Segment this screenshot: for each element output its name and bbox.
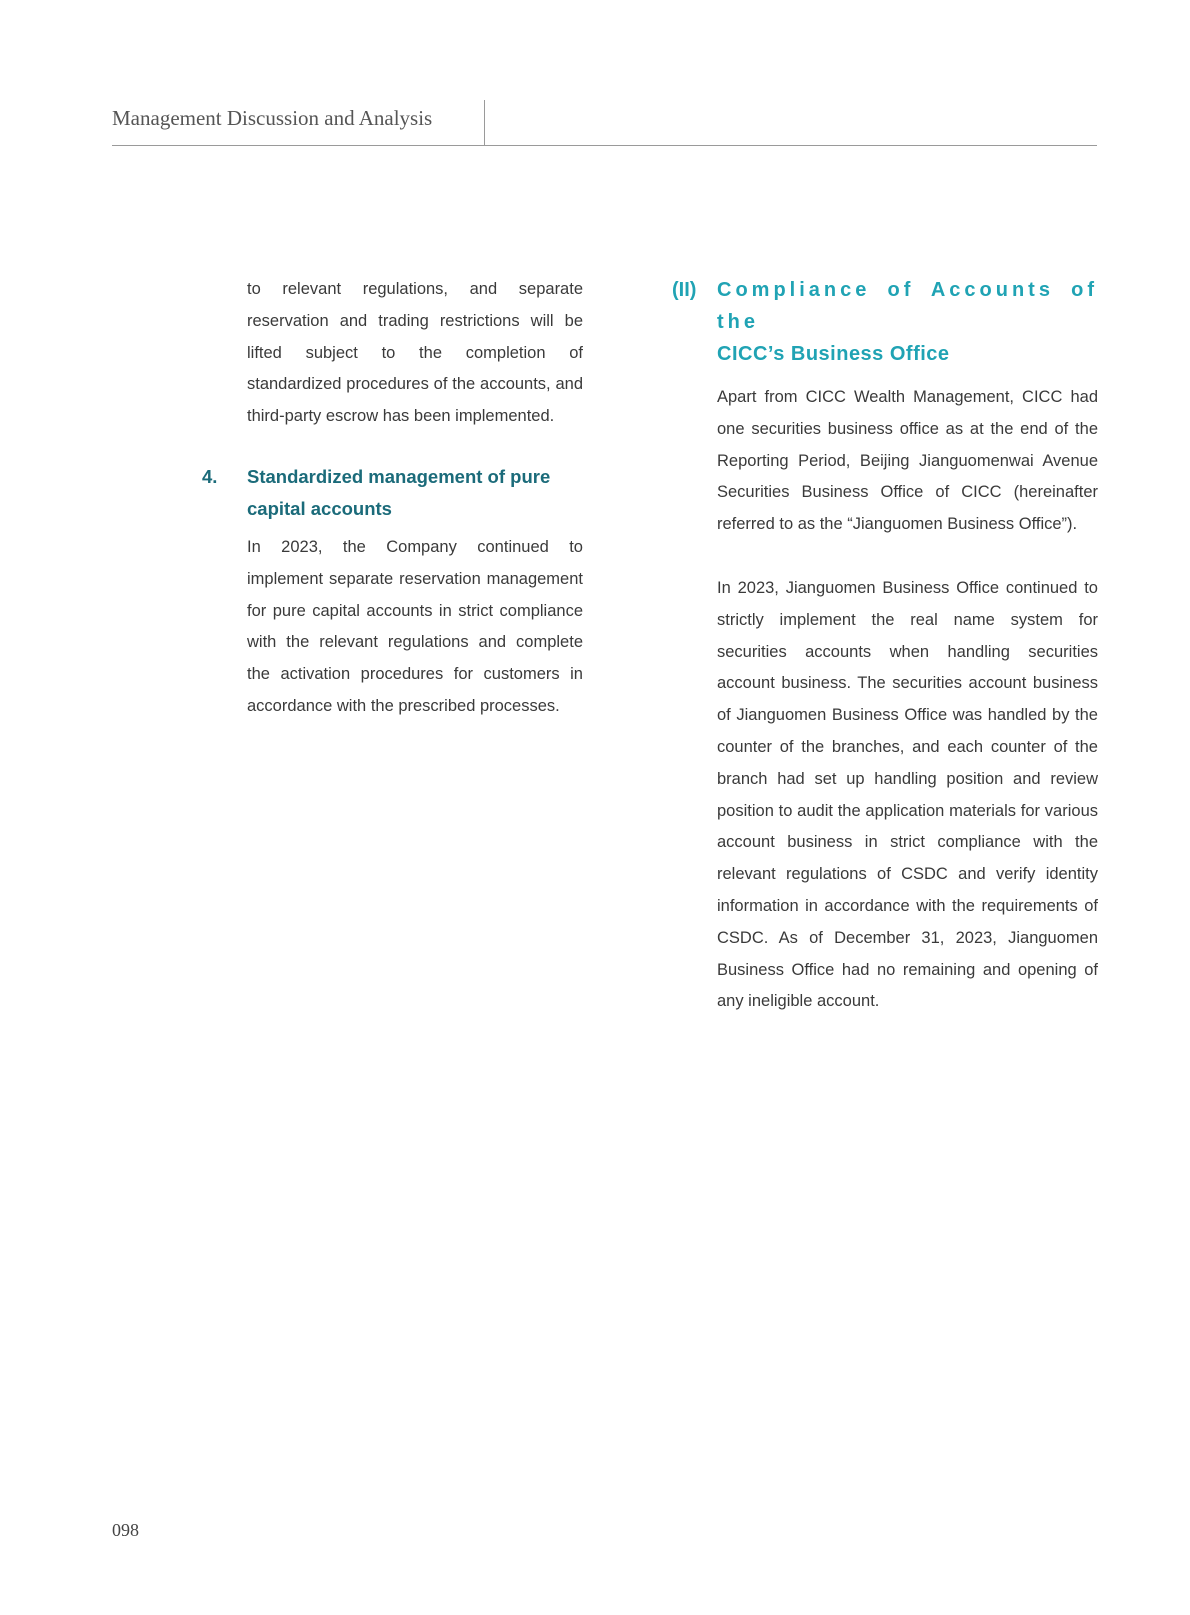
section-ii-heading-line-1: Compliance of Accounts of the bbox=[717, 279, 1098, 333]
section-4-number: 4. bbox=[202, 466, 218, 487]
section-ii-heading bbox=[717, 274, 1098, 370]
section-ii-paragraph-2: In 2023, Jianguomen Business Office continued to strictly implement the real name system for securities accounts when handling securities account business. The securities account business of Jianguomen Business Office was handled by the counter of the branches, and each counter of the branch had set up handling position and review position to audit the application materials for various account business in strict compliance with the relevant regulations of CSDC and verify identity information in accordance with the requirements of CSDC. As of December 31, 2023, Jianguomen Business Office had no remaining and opening of any ineligible account. bbox=[717, 578, 1098, 1011]
header-horizontal-rule bbox=[112, 145, 1097, 146]
section-ii-paragraph-1: Apart from CICC Wealth Management, CICC had one securities business office as at the end of the Reporting Period, Beijing Jianguomenwai Avenue Securities Business Office of CICC (hereinafter referred to as the “Jianguomen Business Office”). bbox=[717, 388, 1098, 534]
section-4-body: In 2023, the Company continued to implement separate reservation management for pure capital accounts in strict compliance with the relevant regulations and complete the activation procedures for customers in accordance with the prescribed processes. bbox=[247, 538, 583, 715]
page-header-title: Management Discussion and Analysis bbox=[112, 106, 433, 130]
section-ii-heading-line-2: CICC’s Business Office bbox=[717, 343, 950, 365]
section-ii bbox=[672, 274, 1098, 1018]
page-number: 098 bbox=[112, 1520, 139, 1540]
left-column-continuation bbox=[247, 274, 583, 433]
continuation-paragraph: to relevant regulations, and separate reservation and trading restrictions will be lifted subject to the completion of standardized procedures of the accounts, and third-party escrow has been implemented. bbox=[247, 280, 583, 426]
section-4 bbox=[202, 461, 583, 723]
header-vertical-divider bbox=[484, 100, 485, 145]
section-ii-number: (II) bbox=[672, 279, 697, 301]
section-4-heading: Standardized management of pure capital accounts bbox=[247, 466, 551, 519]
